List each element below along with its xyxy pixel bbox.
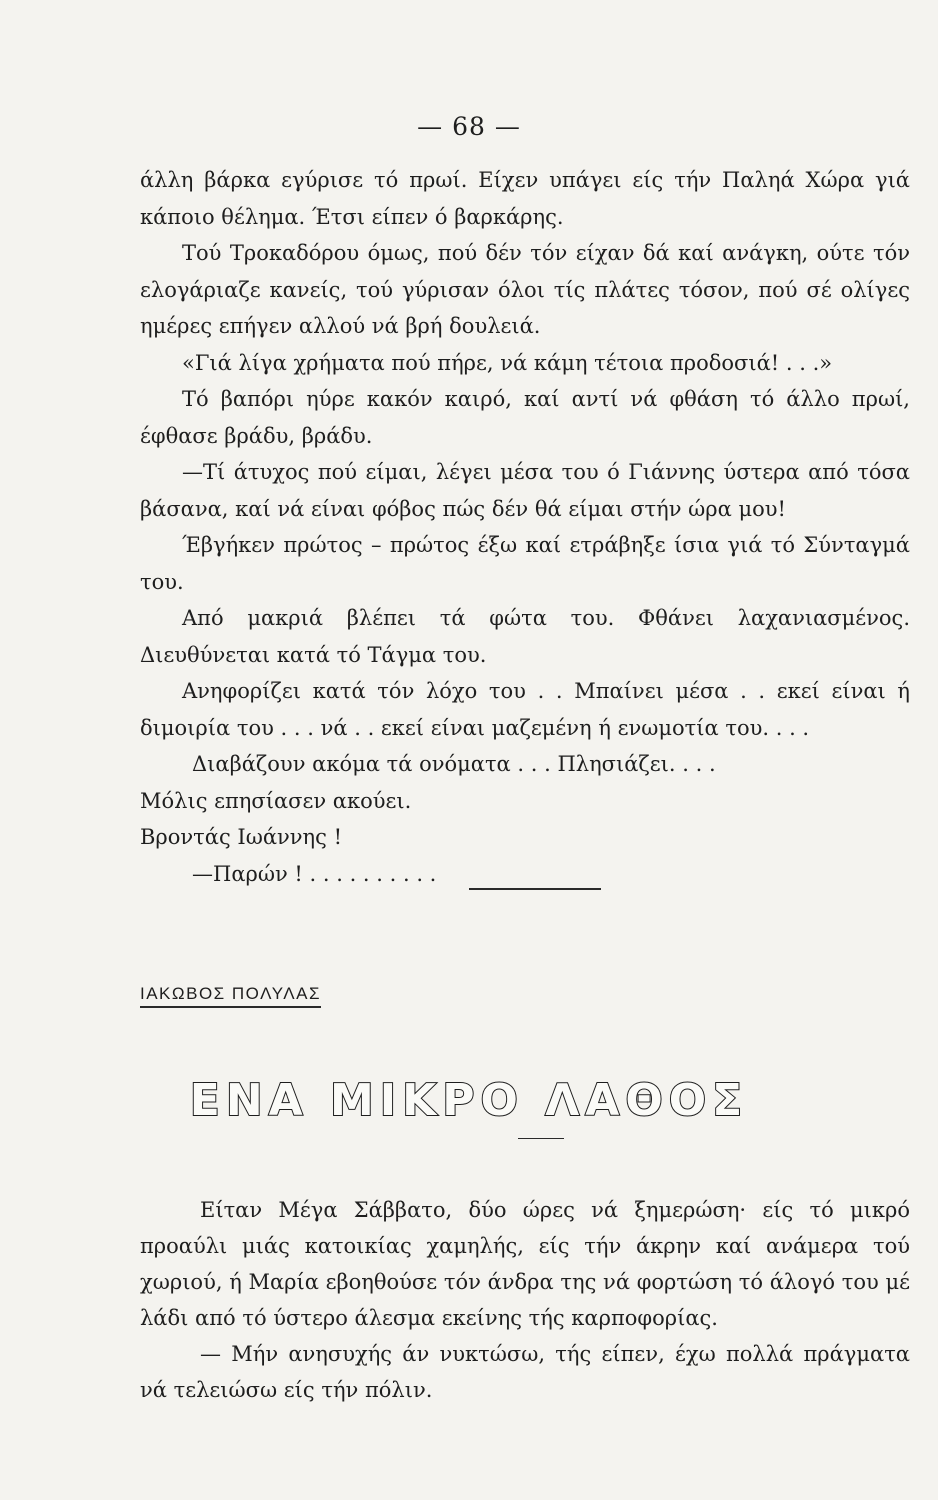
paragraph: άλλη βάρκα εγύρισε τό πρωί. Είχεν υπάγει είς τήν Παληά Χώρα γιά κάποιο θέλημα. Έτσι είπεν ό βαρκάρης.: [140, 168, 910, 229]
chapter-ending-text: [140, 162, 910, 892]
paragraph: Έβγήκεν πρώτος – πρώτος έξω καί ετράβηξε ίσια γιά τό Σύνταγμά του.: [140, 533, 910, 594]
paragraph: Τό βαπόρι ηύρε κακόν καιρό, καί αντί νά φθάση τό άλλο πρωί, έφθασε βράδυ, βράδυ.: [140, 387, 910, 448]
paragraph: Από μακριά βλέπει τά φώτα του. Φθάνει λαχανιασμένος. Διευθύνεται κατά τό Τάγμα του.: [140, 606, 910, 667]
story-paragraph: — Μήν ανησυχής άν νυκτώσω, τής είπεν, έχω πολλά πράγματα νά τελειώσω είς τήν πόλιν.: [140, 1342, 910, 1402]
page-number: — 68 —: [417, 112, 521, 141]
author-name: ΙΑΚΩΒΟΣ ΠΟΛΥΛΑΣ: [140, 984, 321, 1008]
paragraph: —Τί άτυχος πού είμαι, λέγει μέσα του ό Γιάννης ύστερα από τόσα βάσανα, καί νά είναι φόβος πώς δέν θά είμαι στήν ώρα μου!: [140, 460, 910, 521]
story-paragraph: Είταν Μέγα Σάββατο, δύο ώρες νά ξημερώση· είς τό μικρό προαύλι μιάς κατοικίας χαμηλής, είς τήν άκρην καί ανάμερα τού χωριού, ή Μαρία εβοηθούσε τόν άνδρα της νά φορτώση τό άλογό του μέ λάδι από τό ύστερο άλεσμα εκείνης τής καρποφορίας.: [140, 1198, 910, 1330]
section-divider: [469, 888, 601, 890]
story-opening-text: [140, 1192, 910, 1408]
paragraph: Διαβάζουν ακόμα τά ονόματα . . . Πλησιάζει. . . .: [192, 752, 716, 776]
paragraph: Μόλις επησίασεν ακούει.: [140, 788, 412, 813]
title-rule: [518, 1138, 564, 1139]
story-title: ΕΝΑ ΜΙΚΡΟ ΛΑΘΟΣ: [189, 1075, 749, 1126]
paragraph: «Γιά λίγα χρήματα πού πήρε, νά κάμη τέτοια προδοσιά! . . .»: [182, 350, 833, 375]
paragraph: Ανηφορίζει κατά τόν λόχο του . . Μπαίνει μέσα . . εκεί είναι ή διμοιρία του . . . νά . . εκεί είναι μαζεμένη ή ενωμοτία του. . . .: [140, 679, 910, 740]
paragraph: —Παρών ! . . . . . . . . . .: [192, 861, 437, 886]
paragraph: Τού Τροκαδόρου όμως, πού δέν τόν είχαν δά καί ανάγκη, ούτε τόν ελογάριαζε κανείς, τού γύρισαν όλοι τίς πλάτες τόσον, πού σέ ολίγες ημέρες επήγεν αλλού νά βρή δουλειά.: [140, 241, 910, 338]
paragraph: Βροντάς Ιωάννης !: [140, 825, 343, 849]
